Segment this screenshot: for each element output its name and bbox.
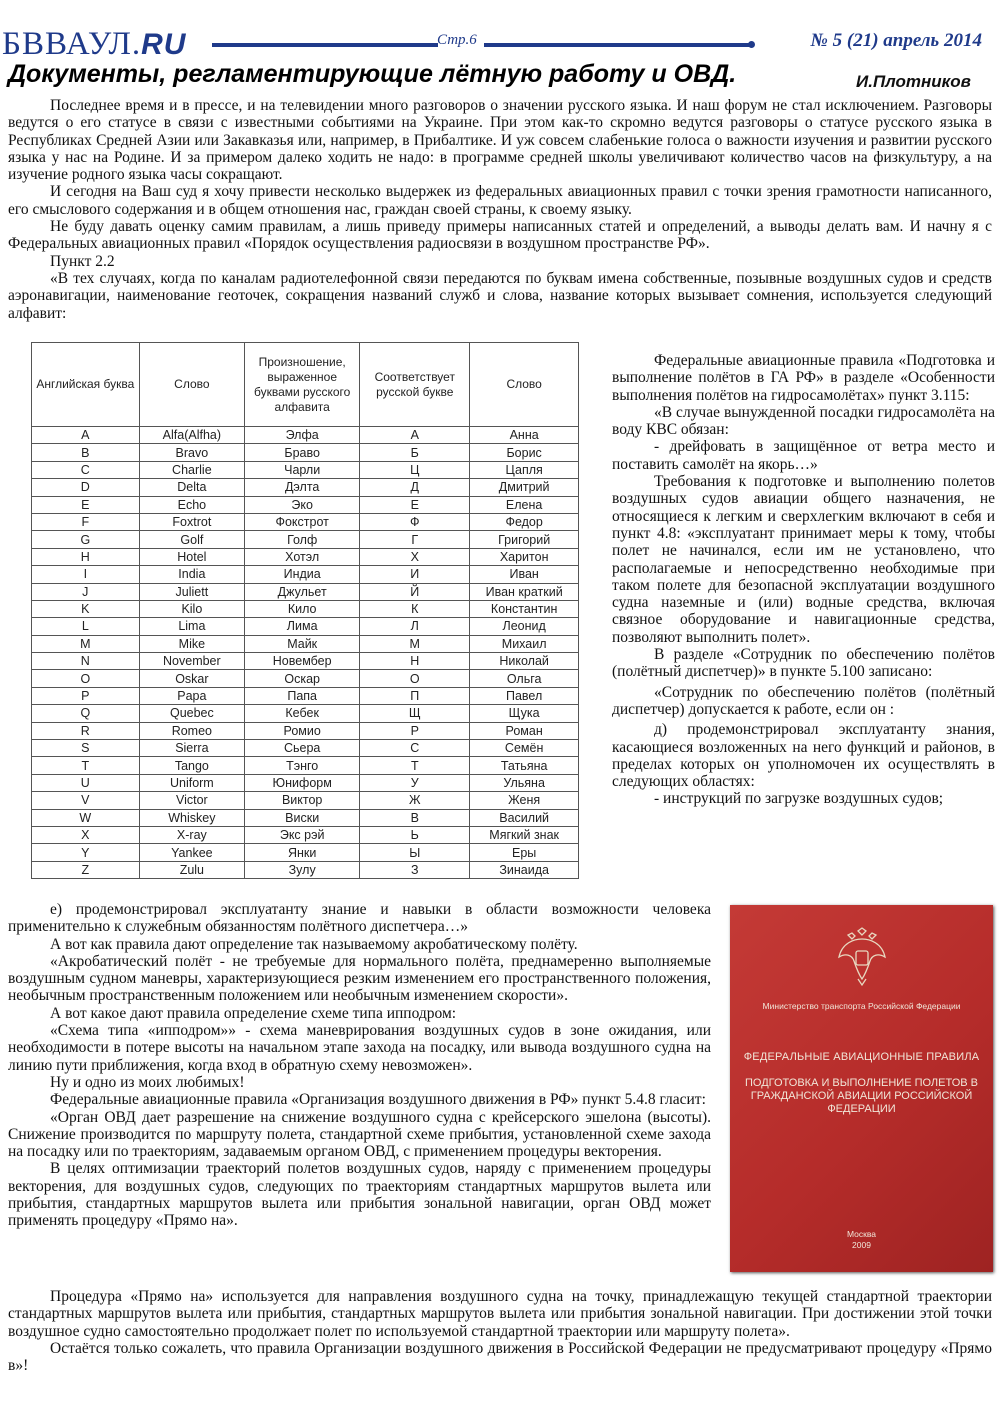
table-cell: У xyxy=(360,774,470,791)
paragraph: Последнее время и в прессе, и на телевидении много разговоров о значении русского языка. И наш форум не стал исключением. Разговоры ведутся о его статусе в связи с известными событиями на Украине. При этом как-то скромно ведутся разговоры о статусе русского языка в Республиках Средней Азии или Закавказья или, например, в Прибалтике. И уж совсем слабенькие голоса о важности изучения и развитии русского языка у нас на Родине. И за примером далеко ходить не надо: в программе средней школы увеличивают количество часов на физкультуру, а на изучение родного языка часы сокращают. xyxy=(8,97,992,184)
table-cell: Константин xyxy=(470,600,579,617)
table-cell: Н xyxy=(360,653,470,670)
phonetic-alphabet-table xyxy=(31,342,579,879)
table-cell: H xyxy=(32,548,140,565)
table-cell: Голф xyxy=(245,531,360,548)
table-cell: K xyxy=(32,600,140,617)
table-cell: Елена xyxy=(470,496,579,513)
paragraph: - инструкций по загрузке воздушных судов; xyxy=(654,790,944,808)
table-cell: Джульет xyxy=(245,583,360,600)
table-cell: Браво xyxy=(245,444,360,461)
column-header: Слово xyxy=(470,343,579,427)
table-cell: Ольга xyxy=(470,670,579,687)
table-cell: Щ xyxy=(360,705,470,722)
table-cell: Quebec xyxy=(139,705,245,722)
site-logo xyxy=(2,26,186,63)
table-row xyxy=(32,479,579,496)
table-row xyxy=(32,774,579,791)
header-rule-dot xyxy=(748,41,755,48)
table-cell: Charlie xyxy=(139,461,245,478)
column-header: Произношение, выраженное буквами русского алфавита xyxy=(245,343,360,427)
table-row xyxy=(32,670,579,687)
table-cell: М xyxy=(360,635,470,652)
logo-ru: RU xyxy=(141,28,187,61)
table-cell: П xyxy=(360,687,470,704)
table-cell: D xyxy=(32,479,140,496)
article-title: Документы, регламентирующие лётную работу и ОВД. xyxy=(8,60,737,88)
table-row xyxy=(32,531,579,548)
table-row xyxy=(32,653,579,670)
table-row xyxy=(32,809,579,826)
table-cell: Щука xyxy=(470,705,579,722)
table-cell: Q xyxy=(32,705,140,722)
table-cell: Павел xyxy=(470,687,579,704)
paragraph: Пункт 2.2 xyxy=(50,252,115,270)
table-cell: Дэлта xyxy=(245,479,360,496)
table-cell: Зинаида xyxy=(470,861,579,878)
table-cell: Зулу xyxy=(245,861,360,878)
table-cell: Sierra xyxy=(139,740,245,757)
table-cell: Foxtrot xyxy=(139,513,245,530)
table-cell: И xyxy=(360,566,470,583)
table-cell: Женя xyxy=(470,792,579,809)
paragraph: - дрейфовать в защищённое от ветра место и поставить самолёт на якорь…» xyxy=(612,438,995,473)
table-cell: С xyxy=(360,740,470,757)
table-row xyxy=(32,513,579,530)
table-cell: Tango xyxy=(139,757,245,774)
paragraph: В целях оптимизации траекторий полетов воздушных судов, наряду с применением процедуры векторения, для воздушных судов, следующих по траекториям стандартных маршрутов вылета или прибытия, стандартных маршрутов вылета или прибытия зональной навигации, орган ОВД может применять процедуру «Прямо на». xyxy=(8,1160,711,1230)
table-row xyxy=(32,548,579,565)
table-cell: W xyxy=(32,809,140,826)
table-row xyxy=(32,705,579,722)
paragraph: «Орган ОВД дает разрешение на снижение воздушного судна с крейсерского эшелона (высоты). Снижение производится по маршруту полета, стандартной схеме прибытия, установленной схеме захода на посадку или по траекториям, задаваемым органом ОВД, с применением процедуры векторения. xyxy=(8,1108,711,1161)
table-cell: A xyxy=(32,427,140,444)
table-cell: I xyxy=(32,566,140,583)
table-cell: Юниформ xyxy=(245,774,360,791)
table-cell: Papa xyxy=(139,687,245,704)
table-cell: Иван xyxy=(470,566,579,583)
table-cell: Г xyxy=(360,531,470,548)
table-row xyxy=(32,740,579,757)
table-cell: Папа xyxy=(245,687,360,704)
book-title: ПОДГОТОВКА И ВЫПОЛНЕНИЕ ПОЛЕТОВ В ГРАЖДАНСКОЙ АВИАЦИИ РОССИЙСКОЙ ФЕДЕРАЦИИ xyxy=(744,1077,978,1115)
table-row xyxy=(32,844,579,861)
table-row xyxy=(32,757,579,774)
column-header: Английская буква xyxy=(32,343,140,427)
table-row xyxy=(32,687,579,704)
table-cell: Д xyxy=(360,479,470,496)
table-cell: Y xyxy=(32,844,140,861)
table-cell: З xyxy=(360,861,470,878)
table-cell: G xyxy=(32,531,140,548)
paragraph: Требования к подготовке и выполнению полетов воздушных судов авиации общего назначения, не относящиеся к легким и сверхлегким включают в себя и пункт 4.8: «эксплуатант принимает меры к тому, чтобы полет не начинался, если им не установлено, что располагаемые и непосредственно необходимые при таком полете для безопасной эксплуатации воздушного судна наземные и (или) водные средства, включая связное оборудование и навигационные средства, позволяют выполнить полет». xyxy=(612,473,995,646)
logo-main: БВВАУЛ. xyxy=(2,26,142,62)
table-row xyxy=(32,635,579,652)
table-cell: Juliett xyxy=(139,583,245,600)
ministry-label: Министерство транспорта Российской Федерации xyxy=(762,1001,961,1011)
table-cell: Чарли xyxy=(245,461,360,478)
table-row xyxy=(32,792,579,809)
table-cell: Ф xyxy=(360,513,470,530)
table-cell: Хотэл xyxy=(245,548,360,565)
table-cell: Z xyxy=(32,861,140,878)
table-cell: Оскар xyxy=(245,670,360,687)
paragraph: «В случае вынужденной посадки гидросамолёта на воду КВС обязан: xyxy=(612,403,995,439)
table-cell: Фокстрот xyxy=(245,513,360,530)
table-cell: B xyxy=(32,444,140,461)
table-cell: L xyxy=(32,618,140,635)
table-body xyxy=(32,427,579,879)
table-cell: U xyxy=(32,774,140,791)
table-cell: Харитон xyxy=(470,548,579,565)
table-row xyxy=(32,566,579,583)
right-column-text xyxy=(612,352,995,808)
table-cell: India xyxy=(139,566,245,583)
table-cell: Ульяна xyxy=(470,774,579,791)
table-cell: Экс рэй xyxy=(245,826,360,843)
table-cell: Р xyxy=(360,722,470,739)
table-cell: Victor xyxy=(139,792,245,809)
table-row xyxy=(32,618,579,635)
table-cell: T xyxy=(32,757,140,774)
issue-label: № 5 (21) апрель 2014 xyxy=(810,30,982,51)
table-cell: Майк xyxy=(245,635,360,652)
table-cell: S xyxy=(32,740,140,757)
table-cell: Лима xyxy=(245,618,360,635)
table-cell: X-ray xyxy=(139,826,245,843)
table-row xyxy=(32,427,579,444)
table-cell: Ромио xyxy=(245,722,360,739)
paragraph: А вот как правила дают определение так называемому акробатическому полёту. xyxy=(50,935,578,953)
page-number: Стр.6 xyxy=(437,32,477,48)
table-cell: Семён xyxy=(470,740,579,757)
table-cell: Тэнго xyxy=(245,757,360,774)
paragraph: Процедура «Прямо на» используется для направления воздушного судна на точку, принадлежащую текущей стандартной траектории стандартных маршрутов вылета или прибытия, стандартных маршрутов вылета или прибытия зональной навигации. При достижении этой точки воздушное судно самостоятельно продолжает полет по используемой стандартной траектории или маршруту полета». xyxy=(8,1288,992,1340)
table-row xyxy=(32,583,579,600)
table-row xyxy=(32,600,579,617)
table-cell: Hotel xyxy=(139,548,245,565)
table-cell: Whiskey xyxy=(139,809,245,826)
table-row xyxy=(32,496,579,513)
table-row xyxy=(32,444,579,461)
paragraph: Не буду давать оценку самим правилам, а лишь приведу примеры написанных статей и определений, а выводы делать вам. И начну я с Федеральных авиационных правил «Порядок осуществления радиосвязи в воздушном пространстве РФ». xyxy=(8,218,992,253)
table-cell: Дмитрий xyxy=(470,479,579,496)
table-cell: Цапля xyxy=(470,461,579,478)
publication-place xyxy=(730,1229,993,1251)
table-cell: Федор xyxy=(470,513,579,530)
paragraph: Федеральные авиационные правила «Организация воздушного движения в РФ» пункт 5.4.8 гласит: xyxy=(50,1091,706,1109)
table-cell: Echo xyxy=(139,496,245,513)
table-cell: X xyxy=(32,826,140,843)
table-cell: Сьера xyxy=(245,740,360,757)
table-cell: Индиа xyxy=(245,566,360,583)
paragraph: Остаётся только сожалеть, что правила Организации воздушного движения в Российской Федерации не предусматривают процедуру «Прямо в»! xyxy=(8,1339,992,1375)
table-cell: November xyxy=(139,653,245,670)
year-label: 2009 xyxy=(852,1240,871,1250)
paragraph: «В тех случаях, когда по каналам радиотелефонной связи передаются по буквам имена собственные, позывные воздушных судов и средств аэронавигации, наименование геоточек, сокращения названий служб и слова, название которых вызывает сомнения, используется следующий алфавит: xyxy=(8,269,992,322)
paragraph: д) продемонстрировал эксплуатанту знания, касающиеся возложенных на него функций и районов, в пределах которых он уполномочен их осуществлять в следующих областях: xyxy=(612,721,995,791)
table-cell: R xyxy=(32,722,140,739)
table-cell: Янки xyxy=(245,844,360,861)
table-cell: Б xyxy=(360,444,470,461)
paragraph: В разделе «Сотрудник по обеспечению полётов (полётный диспетчер)» в пункте 5.100 записано: xyxy=(612,646,995,681)
table-cell: Bravo xyxy=(139,444,245,461)
table-cell: Михаил xyxy=(470,635,579,652)
table-cell: Lima xyxy=(139,618,245,635)
left-column-text xyxy=(8,901,711,1230)
article-author: И.Плотников xyxy=(856,72,971,91)
closing-text xyxy=(8,1288,992,1374)
paragraph: И сегодня на Ваш суд я хочу привести несколько выдержек из федеральных авиационных правил с точки зрения грамотности написанного, его смыслового содержания и в общем отношения нас, граждан своей страны, к своему языку. xyxy=(8,183,992,218)
table-cell: Еры xyxy=(470,844,579,861)
table-cell: N xyxy=(32,653,140,670)
table-cell: Zulu xyxy=(139,861,245,878)
table-cell: Григорий xyxy=(470,531,579,548)
table-cell: M xyxy=(32,635,140,652)
table-cell: Кило xyxy=(245,600,360,617)
table-cell: E xyxy=(32,496,140,513)
table-row xyxy=(32,461,579,478)
table-cell: Ы xyxy=(360,844,470,861)
table-cell: F xyxy=(32,513,140,530)
table-cell: Й xyxy=(360,583,470,600)
city-label: Москва xyxy=(846,1229,877,1239)
table-cell: Кебек xyxy=(245,705,360,722)
paragraph: А вот какое дают правила определение схеме типа ипподром: xyxy=(50,1004,457,1022)
table-cell: Леонид xyxy=(470,618,579,635)
table-cell: V xyxy=(32,792,140,809)
table-cell: Виски xyxy=(245,809,360,826)
table-cell: Х xyxy=(360,548,470,565)
book-cover-image xyxy=(730,905,993,1272)
table-cell: О xyxy=(360,670,470,687)
table-cell: Л xyxy=(360,618,470,635)
table-cell: J xyxy=(32,583,140,600)
table-cell: Эко xyxy=(245,496,360,513)
table-cell: P xyxy=(32,687,140,704)
table-cell: Анна xyxy=(470,427,579,444)
table-cell: Ж xyxy=(360,792,470,809)
table-cell: O xyxy=(32,670,140,687)
column-header: Слово xyxy=(139,343,245,427)
table-cell: Виктор xyxy=(245,792,360,809)
table-cell: Uniform xyxy=(139,774,245,791)
table-cell: Alfa(Alfha) xyxy=(139,427,245,444)
table-row xyxy=(32,722,579,739)
table-cell: Роман xyxy=(470,722,579,739)
table-cell: Delta xyxy=(139,479,245,496)
table-cell: Элфа xyxy=(245,427,360,444)
paragraph: «Схема типа «ипподром»» - схема маневрирования воздушных судов в зоне ожидания, или необходимости в потере высоты на начальном этапе захода на посадку, или вывода воздушного судна на линию пути приближения, когда вход в обратную схему невозможен». xyxy=(8,1022,711,1074)
table-cell: Ц xyxy=(360,461,470,478)
table-cell: Е xyxy=(360,496,470,513)
table-cell: Ь xyxy=(360,826,470,843)
column-header: Соответствует русской букве xyxy=(360,343,470,427)
table-cell: Мягкий знак xyxy=(470,826,579,843)
table-cell: А xyxy=(360,427,470,444)
paragraph: е) продемонстрировал эксплуатанту знание и навыки в области возможности человека применительно к служебным обязанностям полётного диспетчера…» xyxy=(8,901,711,936)
table-row xyxy=(32,861,579,878)
table-cell: Golf xyxy=(139,531,245,548)
table-cell: Т xyxy=(360,757,470,774)
table-cell: Николай xyxy=(470,653,579,670)
table-row xyxy=(32,826,579,843)
table-header-row xyxy=(32,343,579,427)
table-cell: C xyxy=(32,461,140,478)
table-cell: Новембер xyxy=(245,653,360,670)
series-title: ФЕДЕРАЛЬНЫЕ АВИАЦИОННЫЕ ПРАВИЛА xyxy=(743,1051,980,1063)
paragraph: Федеральные авиационные правила «Подготовка и выполнение полётов в ГА РФ» в разделе «Особенности выполнения полётов на гидросамолётах» пункт 3.115: xyxy=(612,352,995,404)
russian-coat-of-arms-icon xyxy=(836,927,888,987)
paragraph: «Акробатический полёт - не требуемые для нормального полёта, преднамеренно выполняемые воздушным судном маневры, характеризующиеся резким изменением его пространственного положения, необычным пространственным положением или необычным изменением скорости». xyxy=(8,952,711,1005)
table-cell: Василий xyxy=(470,809,579,826)
table-cell: Yankee xyxy=(139,844,245,861)
table-cell: К xyxy=(360,600,470,617)
table-cell: Иван краткий xyxy=(470,583,579,600)
table-cell: В xyxy=(360,809,470,826)
intro-text xyxy=(8,97,992,322)
table-cell: Oskar xyxy=(139,670,245,687)
table-cell: Romeo xyxy=(139,722,245,739)
table-cell: Татьяна xyxy=(470,757,579,774)
table-cell: Mike xyxy=(139,635,245,652)
header-rule-left xyxy=(212,43,438,47)
table-cell: Kilo xyxy=(139,600,245,617)
paragraph: Ну и одно из моих любимых! xyxy=(50,1073,245,1091)
paragraph: «Сотрудник по обеспечению полётов (полётный диспетчер) допускается к работе, если он : xyxy=(612,683,995,718)
table-cell: Борис xyxy=(470,444,579,461)
header-rule-right xyxy=(484,43,750,47)
